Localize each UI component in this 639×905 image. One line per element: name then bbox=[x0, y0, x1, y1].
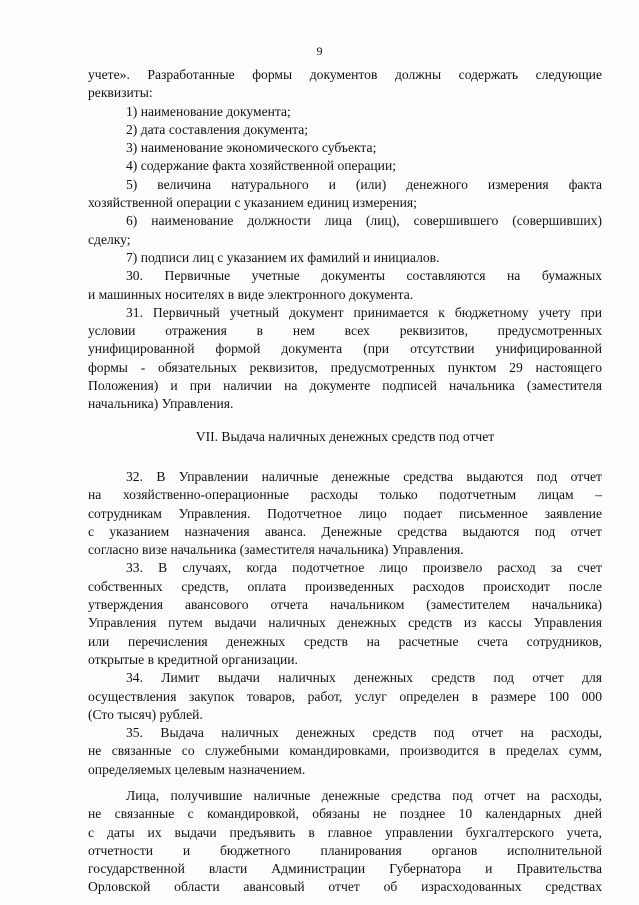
text-line: учете». Разработанные формы документов должны содержать следующие bbox=[88, 67, 602, 82]
section-heading: VII. Выдача наличных денежных средств под отчет bbox=[195, 428, 495, 444]
item-4 bbox=[88, 157, 602, 175]
section-after bbox=[88, 468, 602, 897]
text-line: отчетности и бюджетного планирования органов исполнительной bbox=[88, 842, 602, 858]
text-line: 4) содержание факта хозяйственной операции; bbox=[126, 158, 396, 174]
text-line: (Сто тысяч) рублей. bbox=[88, 706, 203, 722]
text-line: Управления путем выдачи наличных денежных средств из кассы Управления bbox=[88, 615, 602, 631]
text-line: государственной власти Администрации Губернатора и Правительства bbox=[88, 861, 602, 877]
text-line: 31. Первичный учетный документ принимается к бюджетному учету при bbox=[126, 304, 602, 320]
para-persons bbox=[88, 787, 602, 897]
text-line: условии отражения в нем всех реквизитов, предусмотренных bbox=[88, 323, 602, 339]
para-35 bbox=[88, 724, 602, 779]
text-line: унифицированной формой документа (при отсутствии унифицированной bbox=[88, 341, 602, 357]
text-line: сделку; bbox=[88, 231, 131, 247]
para-30 bbox=[88, 267, 602, 304]
text-line: начальника) Управления. bbox=[88, 396, 234, 412]
para-34 bbox=[88, 669, 602, 724]
text-line: 1) наименование документа; bbox=[126, 103, 291, 119]
text-line: согласно визе начальника (заместителя начальника) Управления. bbox=[88, 542, 464, 558]
text-line: 34. Лимит выдачи наличных денежных средств под отчет для bbox=[126, 670, 602, 686]
text-line: Орловской области авансовый отчет об израсходованных средствах bbox=[88, 879, 602, 895]
text-line: на хозяйственно-операционные расходы только подотчетным лицам – bbox=[88, 487, 602, 503]
document-body bbox=[88, 66, 602, 897]
text-line: 30. Первичные учетные документы составляются на бумажных bbox=[126, 268, 602, 284]
item-5 bbox=[88, 176, 602, 213]
item-3 bbox=[88, 139, 602, 157]
intro bbox=[88, 66, 602, 103]
text-line: определяемых целевым назначением. bbox=[88, 761, 306, 777]
item-1 bbox=[88, 103, 602, 121]
para-32 bbox=[88, 468, 602, 559]
text-line: 35. Выдача наличных денежных средств под отчет на расходы, bbox=[126, 725, 602, 741]
item-7 bbox=[88, 249, 602, 267]
text-line: 2) дата составления документа; bbox=[126, 121, 309, 137]
para-33 bbox=[88, 559, 602, 669]
text-line: Лица, получившие наличные денежные средства под отчет на расходы, bbox=[126, 787, 602, 803]
text-line: 6) наименование должности лица (лиц), совершившего (совершивших) bbox=[126, 213, 602, 229]
section-before bbox=[88, 66, 602, 414]
text-line: собственных средств, оплата произведенных расходов происходит после bbox=[88, 578, 602, 594]
text-line: не связанные со служебными командировками, производится в пределах сумм, bbox=[88, 743, 602, 759]
page-number: 9 bbox=[316, 44, 323, 58]
text-line: осуществления закупок товаров, работ, услуг определен в размере 100 000 bbox=[88, 688, 602, 704]
text-line: и машинных носителях в виде электронного документа. bbox=[88, 286, 414, 302]
text-line: утверждения авансового отчета начальником (заместителем начальника) bbox=[88, 597, 602, 613]
text-line: реквизиты: bbox=[88, 85, 153, 101]
text-line: 5) величина натурального и (или) денежного измерения факта bbox=[126, 176, 602, 192]
text-line: Положения) и при наличии на документе подписей начальника (заместителя bbox=[88, 378, 602, 394]
text-line: 3) наименование экономического субъекта; bbox=[126, 140, 377, 156]
text-line: 32. В Управлении наличные денежные средства выдаются под отчет bbox=[126, 468, 602, 484]
text-line: хозяйственной операции с указанием единиц измерения; bbox=[88, 195, 417, 211]
item-2 bbox=[88, 121, 602, 139]
paragraph-gap bbox=[88, 779, 602, 787]
text-line: открытые в кредитной организации. bbox=[88, 651, 298, 667]
item-6 bbox=[88, 212, 602, 249]
text-line: с указанием назначения аванса. Денежные средства выдаются под отчет bbox=[88, 523, 602, 539]
text-line: не связанные с командировкой, обязаны не позднее 10 календарных дней bbox=[88, 806, 602, 822]
text-line: сотрудникам Управления. Подотчетное лицо подает письменное заявление bbox=[88, 505, 602, 521]
text-line: 7) подписи лиц с указанием их фамилий и инициалов. bbox=[126, 249, 440, 265]
text-line: формы - обязательных реквизитов, предусмотренных пунктом 29 настоящего bbox=[88, 359, 602, 375]
text-line: 33. В случаях, когда подотчетное лицо произвело расход за счет bbox=[126, 560, 602, 576]
text-line: с даты их выдачи предъявить в главное управлении бухгалтерского учета, bbox=[88, 824, 602, 840]
text-line: или перечисления денежных средств на расчетные счета сотрудников, bbox=[88, 633, 602, 649]
para-31 bbox=[88, 304, 602, 414]
